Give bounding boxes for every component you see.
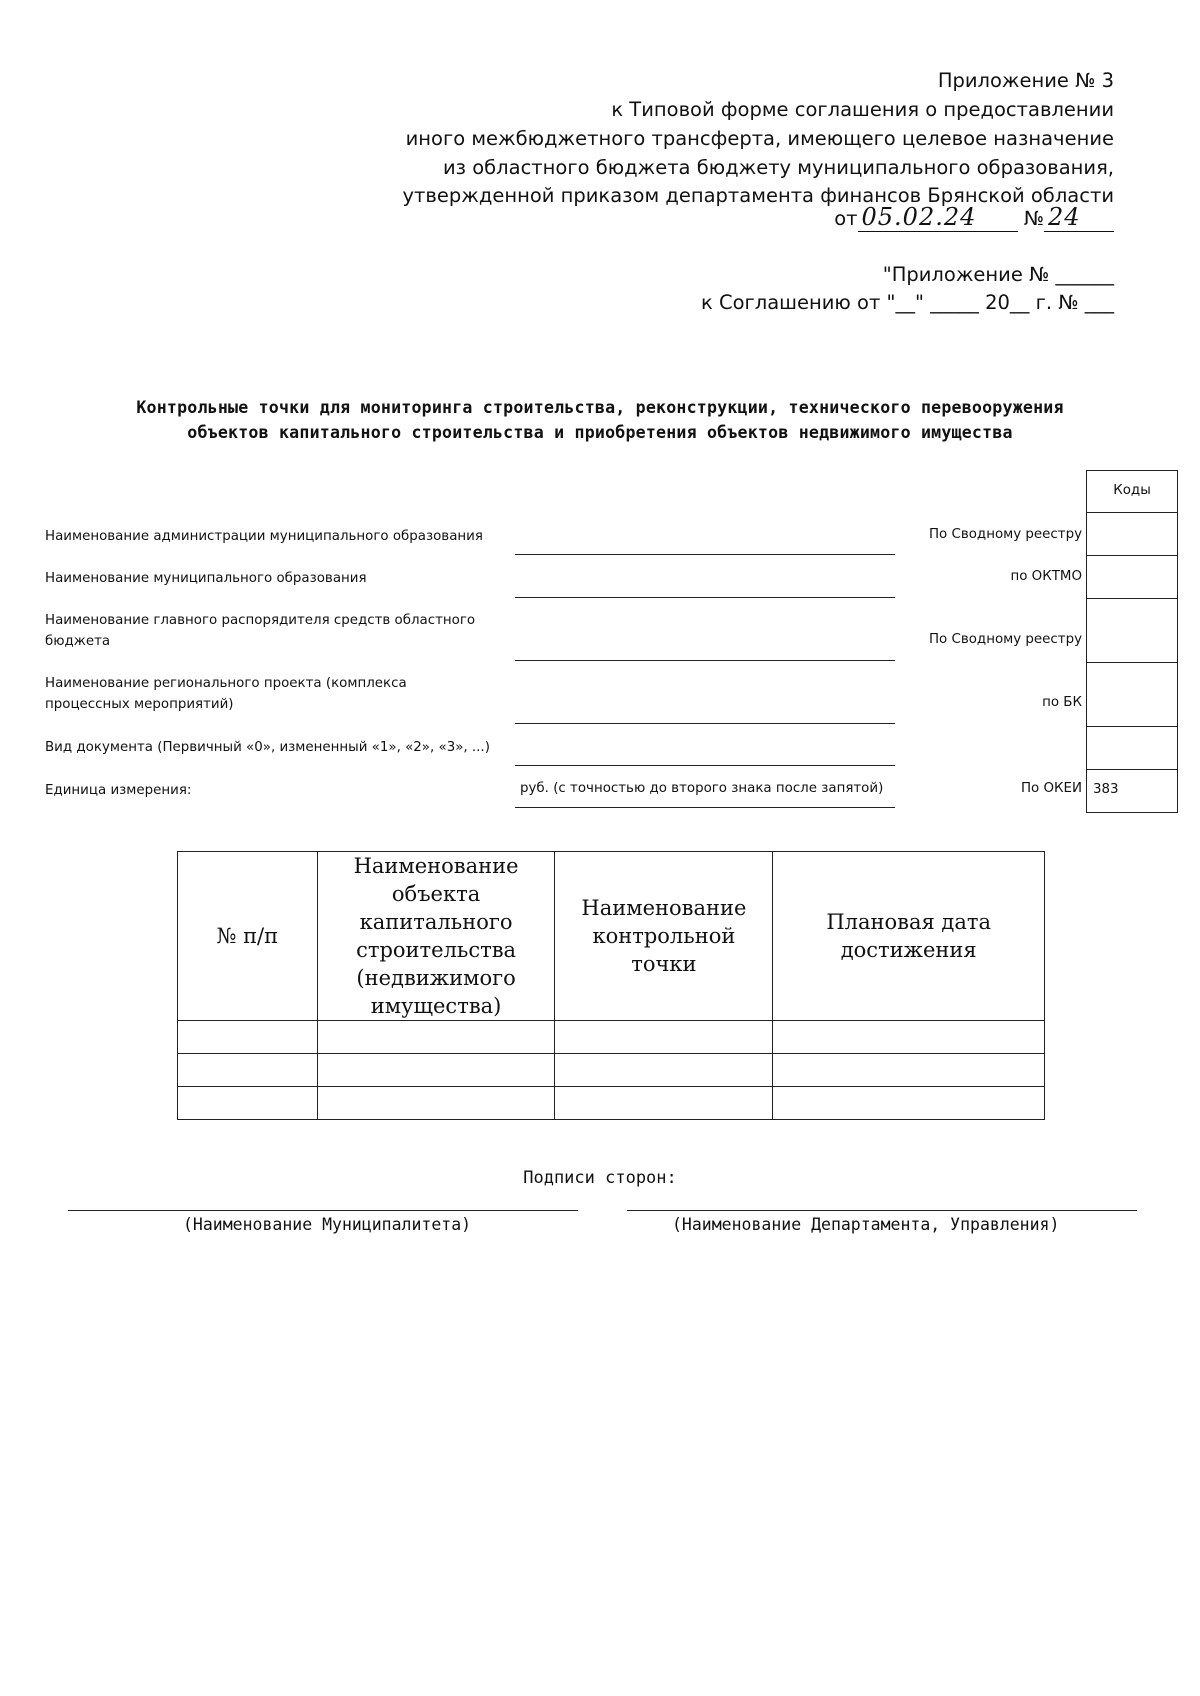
control-points-table	[177, 851, 1045, 1120]
table-cell[interactable]	[555, 1054, 773, 1087]
table-row	[178, 1087, 1045, 1120]
handwritten-date: 05.02.24	[858, 203, 1018, 232]
appendix-number: Приложение № 3	[937, 69, 1114, 92]
codes-header: Коды	[1086, 470, 1178, 513]
label-registry-2: По Сводному реестру	[928, 632, 1082, 647]
field-regional-project[interactable]	[515, 723, 895, 724]
label-bk: по БК	[1042, 695, 1082, 710]
table-cell[interactable]	[555, 1087, 773, 1120]
label-oktmo: по ОКТМО	[1010, 569, 1082, 584]
code-cell-okei: 383	[1086, 770, 1178, 813]
header-line-3: из областного бюджета бюджету муниципального образования,	[442, 156, 1114, 179]
header-line-1: к Типовой форме соглашения о предоставлении	[611, 98, 1114, 121]
field-doc-type[interactable]	[515, 765, 895, 766]
header-row-number: № п/п	[178, 852, 318, 1021]
field-unit-underline	[515, 807, 895, 808]
table-header-row	[178, 852, 1045, 1021]
header-control-point: Наименование контрольной точки	[555, 852, 773, 1021]
signatures-title: Подписи сторон:	[523, 1168, 677, 1188]
header-line-4: утвержденной приказом департамента финансов Брянской области	[402, 184, 1114, 207]
field-municipality-name[interactable]	[515, 597, 895, 598]
header-object-name: Наименование объекта капитального строительства (недвижимого имущества)	[317, 852, 555, 1021]
signature-caption-department: (Наименование Департамента, Управления)	[672, 1215, 1060, 1234]
label-chief-manager: Наименование главного распорядителя средств областного бюджета	[45, 613, 476, 649]
table-cell[interactable]	[178, 1087, 318, 1120]
code-cell-doc-type[interactable]	[1086, 727, 1178, 770]
label-admin-name: Наименование администрации муниципального образования	[45, 529, 483, 544]
table-cell[interactable]	[555, 1021, 773, 1054]
label-okei: По ОКЕИ	[1020, 781, 1082, 796]
field-chief-manager[interactable]	[515, 660, 895, 661]
order-date-number	[834, 203, 1114, 232]
table-cell[interactable]	[178, 1021, 318, 1054]
field-admin-name[interactable]	[515, 554, 895, 555]
label-registry-1: По Сводному реестру	[928, 527, 1082, 542]
header-planned-date: Плановая дата достижения	[773, 852, 1045, 1021]
table-row	[178, 1054, 1045, 1087]
signature-caption-municipality: (Наименование Муниципалитета)	[183, 1215, 472, 1234]
title-line-1: Контрольные точки для мониторинга строительства, реконструкции, технического перевооружения	[136, 398, 1064, 417]
header-line-2: иного межбюджетного трансферта, имеющего целевое назначение	[405, 127, 1114, 150]
unit-value: руб. (с точностью до второго знака после запятой)	[520, 781, 884, 796]
code-cell-bk[interactable]	[1086, 663, 1178, 727]
date-prefix: от	[834, 207, 858, 230]
agreement-ref: к Соглашению от "__" _____ 20__ г. № ___	[700, 291, 1114, 314]
signature-line-department[interactable]	[627, 1210, 1137, 1211]
table-cell[interactable]	[773, 1054, 1045, 1087]
signature-line-municipality[interactable]	[68, 1210, 578, 1211]
label-regional-project: Наименование регионального проекта (комплекса процессных мероприятий)	[45, 676, 407, 712]
code-cell-registry-2[interactable]	[1086, 599, 1178, 663]
table-cell[interactable]	[317, 1054, 555, 1087]
number-prefix: №	[1023, 207, 1044, 230]
table-cell[interactable]	[773, 1021, 1045, 1054]
table-cell[interactable]	[317, 1087, 555, 1120]
table-cell[interactable]	[317, 1021, 555, 1054]
label-doc-type: Вид документа (Первичный «0», измененный «1», «2», «3», ...)	[45, 740, 490, 755]
table-cell[interactable]	[178, 1054, 318, 1087]
code-cell-oktmo[interactable]	[1086, 556, 1178, 599]
handwritten-number: 24	[1044, 203, 1114, 232]
document-title	[40, 395, 1160, 445]
label-unit: Единица измерения:	[45, 783, 192, 798]
title-line-2: объектов капитального строительства и приобретения объектов недвижимого имущества	[187, 423, 1013, 442]
table-row	[178, 1021, 1045, 1054]
code-cell-registry-1[interactable]	[1086, 513, 1178, 556]
agreement-appendix-ref: "Приложение № ______	[882, 263, 1114, 286]
label-municipality-name: Наименование муниципального образования	[45, 571, 367, 586]
table-cell[interactable]	[773, 1087, 1045, 1120]
